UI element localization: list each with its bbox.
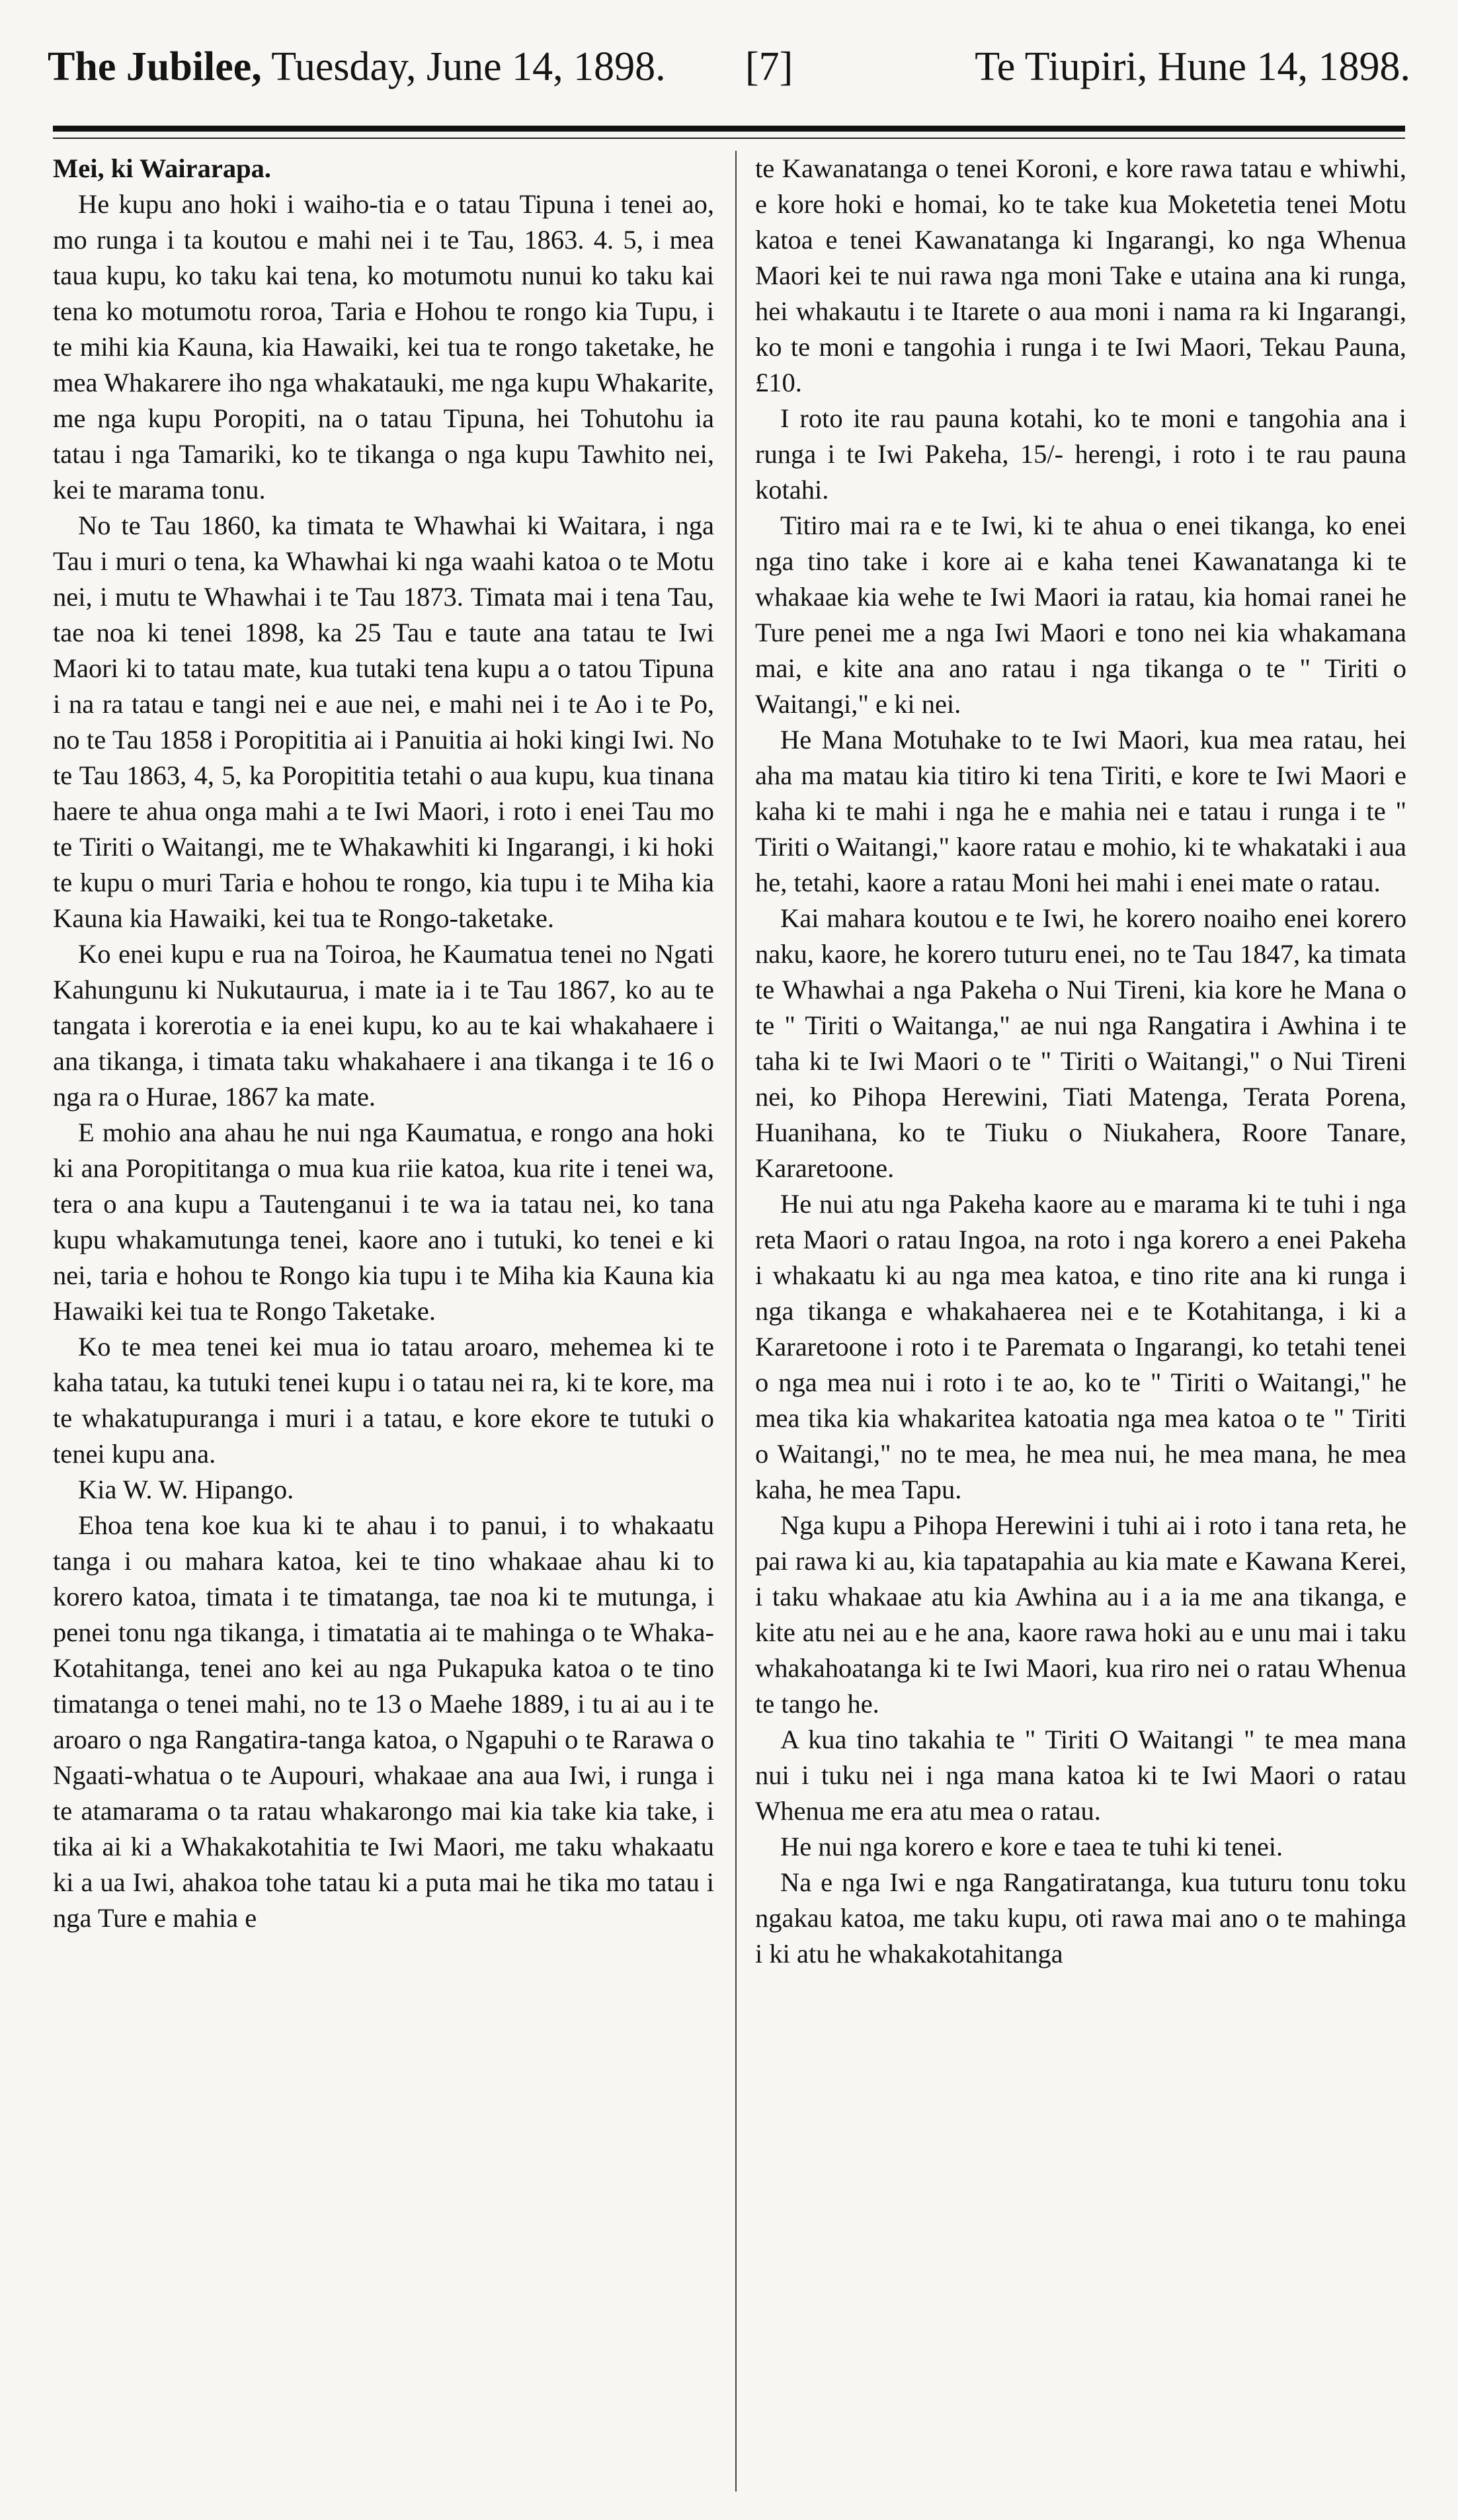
right-column bbox=[755, 151, 1406, 2498]
paragraph: He nui nga korero e kore e taea te tuhi ki tenei. bbox=[780, 1832, 1283, 1861]
paragraph: E mohio ana ahau he nui nga Kaumatua, e rongo ana hoki ki ana Poropititanga o mua kua riie katoa, kua rite i tenei wa, tera o ana kupu a Tautenganui i te wa ia tatau nei, ko tana kupu whakamutunga tenei, kaore ano i tutuki, ko tenei e ki nei, taria e hohou te Rongo kia tupu i te Miha kia Kauna kia Hawaiki kei tua te Rongo Taketake. bbox=[53, 1118, 714, 1326]
masthead-left bbox=[48, 46, 666, 87]
paragraph: He kupu ano hoki i waiho-tia e o tatau Tipuna i tenei ao, mo runga i ta koutou e mahi nei i te Tau, 1863. 4. 5, i mea taua kupu, ko taku kai tena, ko motumotu nunui ko taku kai tena ko motumotu roroa, Taria e Hohou te rongo kia Tupu, i te mihi kia Kauna, kia Hawaiki, kei tua te rongo taketake, he mea Whakarere iho nga whakatauki, me nga kupu Whakarite, me nga kupu Poropiti, na o tatau Tipuna, hei Tohutohu ia tatau i nga Tamariki, ko te tikanga o nga kupu Tawhito nei, kei te marama tonu. bbox=[53, 189, 714, 505]
paragraph: te Kawanatanga o tenei Koroni, e kore rawa tatau e whiwhi, e kore hoki e homai, ko te take kua Moketetia tenei Motu katoa e tenei Kawanatanga ki Ingarangi, ko nga Whenua Maori kei te nui rawa nga moni Take e utaina ana ki runga, hei whakautu i te Itarete o aua moni i nama ra ki Ingarangi, ko te moni e tangohia i runga i te Iwi Maori, Tekau Pauna, £10. bbox=[755, 153, 1406, 397]
paragraph: He Mana Motuhake to te Iwi Maori, kua mea ratau, hei aha ma matau kia titiro ki tena Tiriti, e kore te Iwi Maori e kaha ki te mahi i nga he e mahia nei e tatau i runga i te " Tiriti o Waitangi," kaore ratau e mohio, ki te whakataki i aua he, tetahi, kaore a ratau Moni hei mahi i enei mate o ratau. bbox=[755, 725, 1406, 897]
paragraph: Titiro mai ra e te Iwi, ki te ahua o enei tikanga, ko enei nga tino take i kore ai e kaha tenei Kawanatanga ki te whakaae kia wehe te Iwi Maori ia ratau, kia homai ranei he Ture penei me a nga Iwi Maori e tono nei kia whakamana mai, e kite ana ano ratau i nga tikanga o te " Tiriti o Waitangi," e ki nei. bbox=[755, 510, 1406, 719]
paragraph: Nga kupu a Pihopa Herewini i tuhi ai i roto i tana reta, he pai rawa ki au, kia tapatapahia au kia mate e Kawana Kerei, i taku whakaae atu kia Awhina au i a ia me ana tikanga, e kite atu nei au e he ana, kaore rawa hoki au e unu mai i taku whakahoatanga ki te Iwi Maori, kua riro nei o ratau Whenua te tango he. bbox=[755, 1510, 1406, 1719]
paragraph: Mei, ki Wairarapa. bbox=[53, 153, 271, 183]
paragraph: A kua tino takahia te " Tiriti O Waitangi " te mea mana nui i tuku nei i nga mana katoa ki te Iwi Maori o ratau Whenua me era atu mea o ratau. bbox=[755, 1725, 1406, 1826]
header-rule-thick bbox=[53, 126, 1405, 132]
paragraph: Ko enei kupu e rua na Toiroa, he Kaumatua tenei no Ngati Kahungunu ki Nukutaurua, i mate ia i te Tau 1867, ko au te tangata i korerotia e ia enei kupu, ko au te kai whakahaere i ana tikanga, i timata taku whakahaere i ana tikanga i te 16 o nga ra o Hurae, 1867 ka mate. bbox=[53, 939, 714, 1112]
paragraph: Ko te mea tenei kei mua io tatau aroaro, mehemea ki te kaha tatau, ka tutuki tenei kupu i o tatau nei ra, ki te kore, ma te whakatupuranga i muri i a tatau, e kore ekore te tutuki o tenei kupu ana. bbox=[53, 1332, 714, 1469]
publication-title-maori: Te Tiupiri, Hune 14, 1898. bbox=[975, 44, 1410, 89]
paragraph: No te Tau 1860, ka timata te Whawhai ki Waitara, i nga Tau i muri o tena, ka Whawhai ki nga waahi katoa o te Motu nei, i mutu te Whawhai i te Tau 1873. Timata mai i tena Tau, tae noa ki tenei 1898, ka 25 Tau e taute ana tatau te Iwi Maori ki to tatau mate, kua tutaki tena kupu a o tatou Tipuna i na ra tatau e tangi nei e aue nei, e mahi nei i te Ao i te Po, no te Tau 1858 i Poropititia ai i Panuitia ai hoki kingi Iwi. No te Tau 1863, 4, 5, ka Poropititia tetahi o aua kupu, kua tinana haere te ahua onga mahi a te Iwi Maori, i roto i enei Tau mo te Tiriti o Waitangi, me te Whakawhiti ki Ingarangi, i ki hoki te kupu o muri Taria e hohou te rongo, kia tupu i te Miha kia Kauna kia Hawaiki, kei tua te Rongo-taketake. bbox=[53, 510, 714, 933]
page-number: [7] bbox=[745, 44, 793, 89]
header-rule-thin bbox=[53, 138, 1405, 139]
paragraph: Kai mahara koutou e te Iwi, he korero noaiho enei korero naku, kaore, he korero tuturu enei, no te Tau 1847, ka timata te Whawhai a nga Pakeha o Nui Tireni, kia kore he Mana o te " Tiriti o Waitanga," ae nui nga Rangatira i Awhina i te taha ki te Iwi Maori o te " Tiriti o Waitangi," o Nui Tireni nei, ko Pihopa Herewini, Tiati Matenga, Terata Porena, Huanihana, ko te Tiuku o Niukahera, Roore Tanare, Kararetoone. bbox=[755, 903, 1406, 1183]
paragraph: I roto ite rau pauna kotahi, ko te moni e tangohia ana i runga i te Iwi Pakeha, 15/- herengi, i roto i te rau pauna kotahi. bbox=[755, 403, 1406, 505]
publication-date-english: Tuesday, June 14, 1898. bbox=[271, 44, 666, 89]
paragraph: He nui atu nga Pakeha kaore au e marama ki te tuhi i nga reta Maori o ratau Ingoa, na roto i nga korero a enei Pakeha i whakaatu ki au nga mea katoa, e tino rite ana ki runga i nga tikanga e whakahaerea nei e te Kotahitanga, i ki a Kararetoone i roto i te Paremata o Ingarangi, ko tetahi tenei o nga mea nui i roto i te ao, ko te " Tiriti o Waitangi," he mea tika kia whakaritea katoatia nga mea katoa o te " Tiriti o Waitangi," no te mea, he mea nui, he mea mana, he mea kaha, he mea Tapu. bbox=[755, 1189, 1406, 1504]
masthead bbox=[48, 46, 1410, 119]
paragraph: Na e nga Iwi e nga Rangatiratanga, kua tuturu tonu toku ngakau katoa, me taku kupu, oti rawa mai ano o te mahinga i ki atu he whakakotahitanga bbox=[755, 1867, 1406, 1969]
publication-title-english: The Jubilee, bbox=[48, 44, 262, 89]
column-divider bbox=[735, 151, 737, 2492]
letter-salutation: Kia W. W. Hipango. bbox=[78, 1475, 294, 1504]
paragraph: Ehoa tena koe kua ki te ahau i to panui, i to whakaatu tanga i ou mahara katoa, kei te tino whakaae ahau ki to korero katoa, timata i te timatanga, tae noa ki te mutunga, i penei tonu nga tikanga, i timatatia ai te mahinga o te Whaka-Kotahitanga, tenei ano kei au nga Pukapuka katoa o te tino timatanga o tenei mahi, no te 13 o Maehe 1889, i tu ai au i te aroaro o nga Rangatira-tanga katoa, o Ngapuhi o te Rarawa o Ngaati-whatua o te Aupouri, whakaae ana aua Iwi, i runga i te atamarama o ta ratau whakarongo mai kia take kia take, i tika ai ki a Whakakotahitia te Iwi Maori, me taku whakaatu ki a ua Iwi, ahakoa tohe tatau ki a puta mai he tika mo tatau i nga Ture e mahia e bbox=[53, 1510, 714, 1933]
left-column bbox=[53, 151, 714, 2498]
